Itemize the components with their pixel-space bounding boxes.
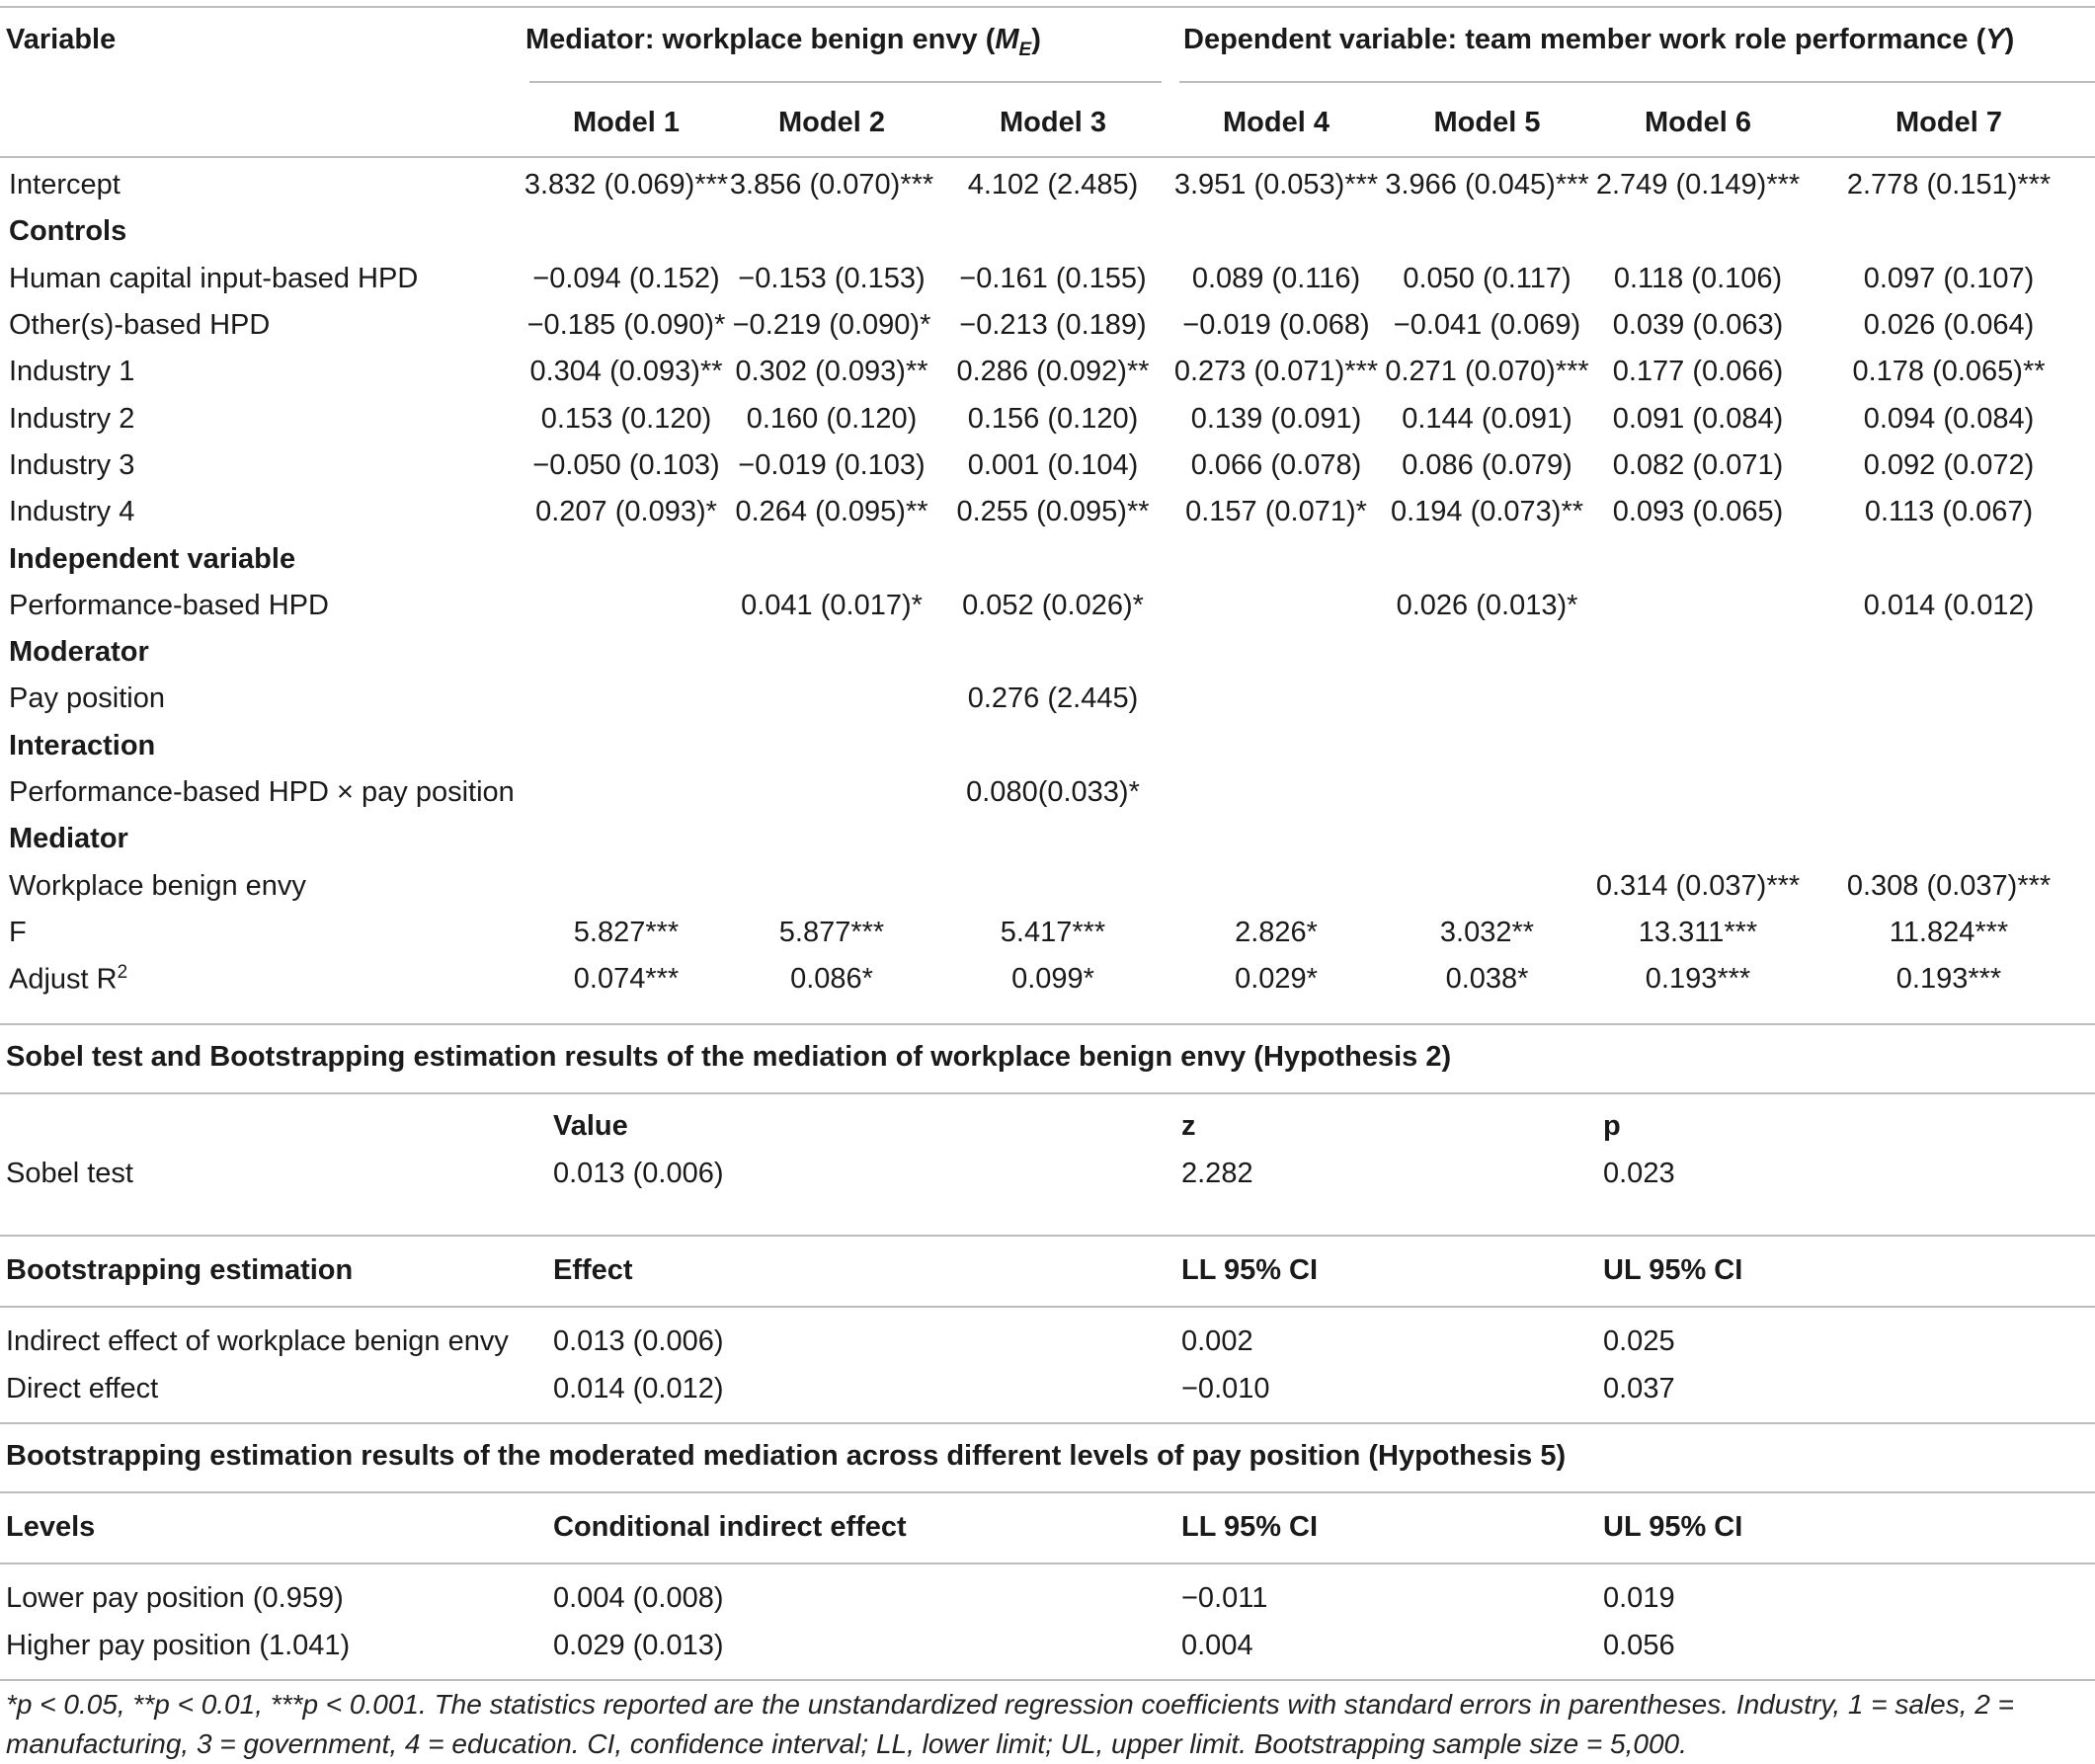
cell-model-1 <box>524 862 729 909</box>
cell-model-2 <box>729 769 934 816</box>
cell-model-6: 0.091 (0.084) <box>1612 402 1784 435</box>
cell-model-4 <box>1171 769 1381 816</box>
sobel-test-label: Sobel test <box>6 1157 133 1189</box>
cell-model-2 <box>729 535 934 582</box>
cell-model-7: 0.094 (0.084) <box>1863 402 2035 435</box>
cell-model-7: 0.178 (0.065)** <box>1852 356 2046 388</box>
mediator-group-prefix: Mediator: workplace benign envy ( <box>525 24 996 55</box>
indirect-effect-value: 0.013 (0.006) <box>553 1324 724 1357</box>
row-label: Human capital input-based HPD <box>9 262 419 294</box>
cell-model-4 <box>1171 629 1381 676</box>
cell-model-4: 3.951 (0.053)*** <box>1173 169 1379 201</box>
table-row <box>0 862 2095 909</box>
cell-model-5 <box>1381 208 1593 255</box>
cell-model-2: −0.019 (0.103) <box>738 448 926 481</box>
cell-model-1: −0.094 (0.152) <box>532 262 720 294</box>
cell-model-5: 0.144 (0.091) <box>1402 402 1572 435</box>
cell-model-1: 3.832 (0.069)*** <box>524 169 729 201</box>
table-row <box>0 1318 2095 1365</box>
model-header-blank <box>0 83 524 162</box>
cell-model-1: 0.304 (0.093)** <box>529 356 723 388</box>
moderated-header-table <box>0 1503 2095 1551</box>
cell-model-4: −0.019 (0.068) <box>1182 309 1370 342</box>
adj-r2-model-3: 0.099* <box>1011 963 1094 996</box>
sobel-header-value: Value <box>553 1109 628 1142</box>
cell-model-7 <box>1803 676 2095 722</box>
cell-model-1 <box>524 629 729 676</box>
sobel-header-row <box>0 1102 2095 1150</box>
row-label: F <box>9 916 27 948</box>
cell-model-1: −0.185 (0.090)* <box>526 309 726 342</box>
model-header-row <box>0 83 2095 162</box>
table-row <box>0 395 2095 441</box>
indirect-effect-ul: 0.025 <box>1603 1324 1675 1357</box>
cell-model-4 <box>1171 208 1381 255</box>
cell-model-7: 2.778 (0.151)*** <box>1846 169 2052 201</box>
cell-model-4: 2.826* <box>1235 916 1318 948</box>
cell-model-3 <box>934 723 1171 769</box>
bootstrap-header-label: Bootstrapping estimation <box>6 1253 354 1286</box>
section-label: Controls <box>9 215 127 248</box>
direct-effect-value: 0.014 (0.012) <box>553 1372 724 1404</box>
cell-model-7: 0.092 (0.072) <box>1863 448 2035 481</box>
cell-model-2 <box>729 862 934 909</box>
table-row <box>0 769 2095 816</box>
table-row <box>0 442 2095 489</box>
direct-effect-ul: 0.037 <box>1603 1372 1675 1404</box>
section-row <box>0 816 2095 862</box>
moderated-bottom-rule <box>0 1679 2095 1681</box>
cell-model-4: 0.139 (0.091) <box>1190 402 1362 435</box>
section-label: Independent variable <box>9 542 296 575</box>
table-row <box>0 489 2095 535</box>
higher-pay-ll: 0.004 <box>1181 1629 1253 1661</box>
table-footnote: *p < 0.05, **p < 0.01, ***p < 0.001. The statistics reported are the unstandardized regression coefficients with standard errors in parentheses. Industry, 1 = sales, 2 = manufacturing, 3 = government, 4 = education. CI, confidence interval; LL, lower limit; UL, upper limit. Bootstrapping sample size = 5,000. <box>6 1689 2014 1759</box>
table-row <box>0 676 2095 722</box>
cell-model-5: 0.086 (0.079) <box>1402 448 1572 481</box>
indirect-effect-ll: 0.002 <box>1181 1324 1253 1357</box>
row-label: Industry 3 <box>9 448 135 481</box>
regression-bottom-rule <box>0 1023 2095 1025</box>
cell-model-1 <box>524 723 729 769</box>
indirect-effect-label: Indirect effect of workplace benign envy <box>6 1324 509 1357</box>
cell-model-3: −0.213 (0.189) <box>959 309 1147 342</box>
cell-model-2 <box>729 816 934 862</box>
model-header-7: Model 7 <box>1895 106 2002 138</box>
section-label: Interaction <box>9 729 156 762</box>
cell-model-3: 5.417*** <box>1000 916 1106 948</box>
bootstrap-rows-table <box>0 1318 2095 1412</box>
cell-model-6 <box>1593 723 1803 769</box>
cell-model-6: 0.118 (0.106) <box>1613 262 1783 294</box>
moderated-header-effect: Conditional indirect effect <box>553 1510 907 1543</box>
sobel-header-blank <box>0 1102 553 1150</box>
cell-model-6: 0.177 (0.066) <box>1612 356 1784 388</box>
lower-pay-effect: 0.004 (0.008) <box>553 1581 724 1614</box>
cell-model-5 <box>1381 723 1593 769</box>
higher-pay-effect: 0.029 (0.013) <box>553 1629 724 1661</box>
table-row <box>0 349 2095 395</box>
adj-r2-model-6: 0.193*** <box>1645 963 1751 996</box>
cell-model-1: 0.207 (0.093)* <box>535 496 717 528</box>
moderated-section-title: Bootstrapping estimation results of the moderated mediation across different levels of pay position (Hypothesis 5) <box>6 1440 1567 1472</box>
row-label: Industry 4 <box>9 496 135 528</box>
bootstrap-header-ll: LL 95% CI <box>1181 1253 1319 1286</box>
cell-model-2: 3.856 (0.070)*** <box>729 169 934 201</box>
sobel-test-p: 0.023 <box>1603 1157 1675 1189</box>
cell-model-7: 0.014 (0.012) <box>1863 589 2035 621</box>
cell-model-2: −0.153 (0.153) <box>738 262 926 294</box>
adj-r2-model-2: 0.086* <box>790 963 873 996</box>
cell-model-1 <box>524 583 729 629</box>
cell-model-6 <box>1593 208 1803 255</box>
section-row <box>0 535 2095 582</box>
cell-model-3 <box>934 862 1171 909</box>
bootstrap-header-ul: UL 95% CI <box>1603 1253 1743 1286</box>
dependent-group-prefix: Dependent variable: team member work role performance ( <box>1183 24 1986 55</box>
cell-model-2: 0.302 (0.093)** <box>735 356 928 388</box>
cell-model-6: 13.311*** <box>1638 916 1758 948</box>
section-row <box>0 208 2095 255</box>
cell-model-5: 0.026 (0.013)* <box>1396 589 1578 621</box>
row-label: Workplace benign envy <box>9 869 306 902</box>
cell-model-3: 0.052 (0.026)* <box>962 589 1144 621</box>
row-label: Performance-based HPD <box>9 589 329 621</box>
adj-r2-superscript: 2 <box>117 962 128 984</box>
table-row <box>0 256 2095 302</box>
cell-model-7 <box>1803 629 2095 676</box>
moderated-header-row <box>0 1503 2095 1551</box>
sobel-test-z: 2.282 <box>1181 1157 1253 1189</box>
cell-model-3: −0.161 (0.155) <box>959 262 1147 294</box>
table-row <box>0 162 2095 208</box>
cell-model-2 <box>729 676 934 722</box>
sobel-header-z: z <box>1181 1109 1196 1142</box>
cell-model-2 <box>729 629 934 676</box>
direct-effect-label: Direct effect <box>6 1372 159 1404</box>
cell-model-6 <box>1593 816 1803 862</box>
cell-model-2: 0.264 (0.095)** <box>735 496 928 528</box>
cell-model-3 <box>934 535 1171 582</box>
sobel-table <box>0 1102 2095 1197</box>
sobel-test-value: 0.013 (0.006) <box>553 1157 724 1189</box>
bootstrap-bottom-rule <box>0 1422 2095 1424</box>
bootstrap-header-effect: Effect <box>553 1253 633 1286</box>
cell-model-3 <box>934 208 1171 255</box>
cell-model-4 <box>1171 723 1381 769</box>
section-row <box>0 629 2095 676</box>
cell-model-6: 0.039 (0.063) <box>1612 309 1784 342</box>
cell-model-2: −0.219 (0.090)* <box>732 309 931 342</box>
bootstrap-header-row <box>0 1246 2095 1294</box>
table-row <box>0 910 2095 956</box>
table-row <box>0 1622 2095 1669</box>
sobel-row-rule <box>0 1235 2095 1237</box>
sobel-title-rule <box>0 1092 2095 1094</box>
cell-model-1: −0.050 (0.103) <box>532 448 720 481</box>
cell-model-3: 0.080(0.033)* <box>966 776 1140 808</box>
cell-model-2: 0.041 (0.017)* <box>741 589 923 621</box>
dependent-group-suffix: ) <box>2004 24 2015 55</box>
cell-model-5 <box>1381 629 1593 676</box>
cell-model-6 <box>1593 629 1803 676</box>
section-label: Mediator <box>9 823 128 855</box>
section-label: Moderator <box>9 636 149 669</box>
sobel-header-p: p <box>1603 1109 1621 1142</box>
cell-model-4: 0.089 (0.116) <box>1191 262 1361 294</box>
table-row <box>0 583 2095 629</box>
model-header-3: Model 3 <box>1000 106 1106 138</box>
cell-model-6 <box>1593 583 1803 629</box>
cell-model-7 <box>1803 723 2095 769</box>
cell-model-4 <box>1171 583 1381 629</box>
table-row <box>0 956 2095 1002</box>
cell-model-7: 0.097 (0.107) <box>1863 262 2035 294</box>
model-header-4: Model 4 <box>1223 106 1330 138</box>
bootstrap-table <box>0 1246 2095 1294</box>
variable-header: Variable <box>6 24 117 55</box>
top-rule <box>0 6 2095 8</box>
cell-model-6 <box>1593 769 1803 816</box>
cell-model-6: 2.749 (0.149)*** <box>1595 169 1801 201</box>
cell-model-7: 0.308 (0.037)*** <box>1846 869 2052 902</box>
model-header-1: Model 1 <box>573 106 680 138</box>
moderated-rows-table <box>0 1574 2095 1669</box>
cell-model-7: 0.026 (0.064) <box>1863 309 2035 342</box>
cell-model-5: 0.050 (0.117) <box>1403 262 1571 294</box>
row-label: Pay position <box>9 682 165 715</box>
cell-model-3: 4.102 (2.485) <box>967 169 1139 201</box>
row-label: Intercept <box>9 169 121 201</box>
cell-model-7: 0.113 (0.067) <box>1864 496 2034 528</box>
cell-model-5: 0.194 (0.073)** <box>1390 496 1584 528</box>
cell-model-6: 0.314 (0.037)*** <box>1595 869 1801 902</box>
cell-model-4 <box>1171 676 1381 722</box>
moderated-title-rule <box>0 1491 2095 1493</box>
cell-model-3: 0.276 (2.445) <box>967 682 1139 715</box>
lower-pay-label: Lower pay position (0.959) <box>6 1581 344 1614</box>
table-row <box>0 302 2095 349</box>
cell-model-7 <box>1803 535 2095 582</box>
cell-model-1: 5.827*** <box>573 916 680 948</box>
dependent-group-header <box>1183 24 2014 56</box>
cell-model-5: 0.271 (0.070)*** <box>1385 356 1589 388</box>
cell-model-4 <box>1171 862 1381 909</box>
cell-model-2 <box>729 208 934 255</box>
cell-model-7: 11.824*** <box>1889 916 2009 948</box>
cell-model-5: −0.041 (0.069) <box>1393 309 1581 342</box>
cell-model-3 <box>934 816 1171 862</box>
higher-pay-label: Higher pay position (1.041) <box>6 1629 351 1661</box>
moderated-header-rule <box>0 1563 2095 1564</box>
cell-model-3 <box>934 629 1171 676</box>
adj-r2-model-4: 0.029* <box>1235 963 1318 996</box>
row-label: Performance-based HPD × pay position <box>9 776 515 808</box>
cell-model-4 <box>1171 816 1381 862</box>
cell-model-3: 0.001 (0.104) <box>967 448 1139 481</box>
cell-model-1 <box>524 676 729 722</box>
cell-model-1: 0.153 (0.120) <box>540 402 712 435</box>
regression-table <box>0 83 2095 1002</box>
cell-model-2 <box>729 723 934 769</box>
bootstrap-header-rule <box>0 1306 2095 1308</box>
cell-model-3: 0.255 (0.095)** <box>956 496 1150 528</box>
cell-model-6 <box>1593 535 1803 582</box>
table-row <box>0 1365 2095 1412</box>
row-label: Other(s)-based HPD <box>9 309 271 342</box>
cell-model-1 <box>524 816 729 862</box>
cell-model-2: 0.160 (0.120) <box>746 402 918 435</box>
cell-model-1 <box>524 769 729 816</box>
cell-model-5: 3.966 (0.045)*** <box>1385 169 1589 201</box>
moderated-header-levels: Levels <box>6 1510 96 1543</box>
model-header-6: Model 6 <box>1645 106 1751 138</box>
adj-r2-model-7: 0.193*** <box>1895 963 2002 996</box>
sobel-section-title: Sobel test and Bootstrapping estimation results of the mediation of workplace benign envy (Hypothesis 2) <box>6 1041 1452 1073</box>
adj-r2-label <box>0 956 524 1002</box>
cell-model-7 <box>1803 208 2095 255</box>
mediator-group-suffix: ) <box>1031 24 1041 55</box>
model-header-2: Model 2 <box>778 106 885 138</box>
lower-pay-ul: 0.019 <box>1603 1581 1675 1614</box>
row-label: Industry 1 <box>9 356 135 388</box>
cell-model-4: 0.273 (0.071)*** <box>1173 356 1379 388</box>
cell-model-7 <box>1803 769 2095 816</box>
cell-model-5: 3.032** <box>1439 916 1535 948</box>
cell-model-5 <box>1381 769 1593 816</box>
section-row <box>0 723 2095 769</box>
cell-model-2: 5.877*** <box>778 916 885 948</box>
cell-model-6: 0.082 (0.071) <box>1612 448 1784 481</box>
adj-r2-label-text: Adjust R <box>9 964 118 997</box>
cell-model-4: 0.157 (0.071)* <box>1185 496 1367 528</box>
moderated-header-ul: UL 95% CI <box>1603 1510 1743 1543</box>
adj-r2-model-1: 0.074*** <box>573 963 680 996</box>
row-label: Industry 2 <box>9 402 135 435</box>
cell-model-6: 0.093 (0.065) <box>1612 496 1784 528</box>
direct-effect-ll: −0.010 <box>1181 1372 1270 1404</box>
dependent-group-var: Y <box>1985 24 2005 55</box>
sobel-test-row <box>0 1150 2095 1197</box>
cell-model-6 <box>1593 676 1803 722</box>
cell-model-1 <box>524 535 729 582</box>
adj-r2-model-5: 0.038* <box>1445 963 1529 996</box>
cell-model-4 <box>1171 535 1381 582</box>
model-header-5: Model 5 <box>1433 106 1541 138</box>
cell-model-5 <box>1381 676 1593 722</box>
mediator-group-header <box>525 24 1041 61</box>
lower-pay-ll: −0.011 <box>1181 1581 1268 1614</box>
mediator-group-sub: E <box>1018 39 1032 60</box>
table-row <box>0 1574 2095 1622</box>
cell-model-5 <box>1381 862 1593 909</box>
cell-model-5 <box>1381 816 1593 862</box>
moderated-header-ll: LL 95% CI <box>1181 1510 1319 1543</box>
cell-model-1 <box>524 208 729 255</box>
higher-pay-ul: 0.056 <box>1603 1629 1675 1661</box>
mediator-group-var: M <box>995 24 1019 55</box>
cell-model-5 <box>1381 535 1593 582</box>
cell-model-7 <box>1803 816 2095 862</box>
cell-model-4: 0.066 (0.078) <box>1190 448 1362 481</box>
cell-model-3: 0.286 (0.092)** <box>956 356 1150 388</box>
cell-model-3: 0.156 (0.120) <box>967 402 1139 435</box>
